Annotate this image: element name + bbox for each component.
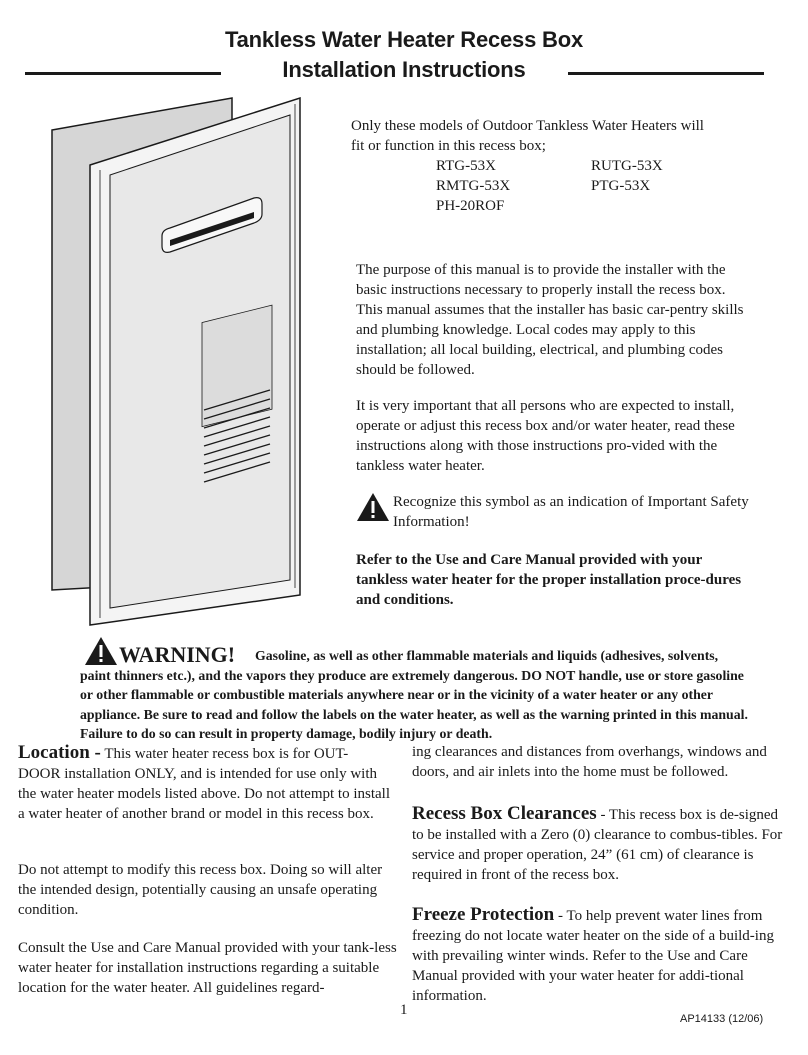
freeze-heading: Freeze Protection <box>412 904 555 925</box>
page-title-line1: Tankless Water Heater Recess Box <box>225 27 583 52</box>
title-rule-right <box>568 72 764 75</box>
models-intro: Only these models of Outdoor Tankless Water Heaters will fit or function in this recess box; <box>351 118 704 154</box>
document-code: AP14133 (12/06) <box>680 1013 764 1025</box>
models-list <box>436 156 741 216</box>
clearances-text: - This recess box is de-signed to be installed with a Zero (0) clearance to combus-tibles. For service and proper operation, 24” (61 cm) of clearance is required in front of the recess box. <box>412 807 783 883</box>
importance-paragraph: It is very important that all persons who are expected to install, operate or adjust this recess box and/or water heater, read these instructions along with those instructions pro-vided with the tankless water heater. <box>356 398 735 474</box>
warning-label: WARNING! <box>119 642 236 667</box>
model-item: PTG-53X <box>591 178 651 194</box>
clearances-section <box>412 804 792 885</box>
warning-text: Gasoline, as well as other flammable materials and liquids (adhesives, solvents, paint thinners etc.), and the vapors they produce are extremely dangerous. DO NOT handle, use or store gasoline or other flammable or combustible materials anywhere near or in the vicinity of a water heater or any other appliance. Be sure to read and follow the labels on the water heater, as well as the warning printed in this manual. Failure to do so can result in property damage, bodily injury or death. <box>80 648 748 741</box>
page-title-line2: Installation Instructions <box>282 57 526 82</box>
location-section <box>18 743 390 824</box>
warning-triangle-icon <box>356 492 390 522</box>
location-consult-text: Consult the Use and Care Manual provided with your tank-less water heater for installation instructions regarding a suitable location for the water heater. All guidelines regard- <box>18 940 397 996</box>
safety-symbol-text: Recognize this symbol as an indication of Important Safety Information! <box>393 494 749 530</box>
page-number: 1 <box>400 1002 408 1018</box>
freeze-text: - To help prevent water lines from freezing do not locate water heater on the side of a build-ing with prevailing winter winds. Refer to the Use and Care Manual provided with your water heater for addi-tional information. <box>412 908 774 1004</box>
model-item: RMTG-53X <box>436 178 511 194</box>
location-text: This water heater recess box is for OUT-DOOR installation ONLY, and is intended for use only with the water heater models listed above. Do not attempt to install a water heater of another brand or model in this recess box. <box>18 746 390 822</box>
purpose-paragraph: The purpose of this manual is to provide the installer with the basic instructions necessary to properly install the recess box. This manual assumes that the installer has basic car-pentry skills and plumbing knowledge. Local codes may apply to this installation; all local building, electrical, and plumbing codes should be followed. <box>356 262 744 378</box>
location-continued-text: ing clearances and distances from overhangs, windows and doors, and air inlets into the home must be followed. <box>412 744 767 780</box>
refer-manual-text: Refer to the Use and Care Manual provided with your tankless water heater for the proper installation proce-dures and conditions. <box>356 552 742 608</box>
model-item: PH-20ROF <box>436 198 505 214</box>
clearances-heading: Recess Box Clearances <box>412 803 597 824</box>
model-item: RTG-53X <box>436 158 496 174</box>
location-modify-text: Do not attempt to modify this recess box. Doing so will alter the intended design, potentially causing an unsafe operating condition. <box>18 862 383 918</box>
recess-box-illustration <box>44 90 314 630</box>
location-heading: Location - <box>18 742 101 763</box>
freeze-section <box>412 905 792 1006</box>
model-item: RUTG-53X <box>591 158 663 174</box>
title-rule-left <box>25 72 221 75</box>
